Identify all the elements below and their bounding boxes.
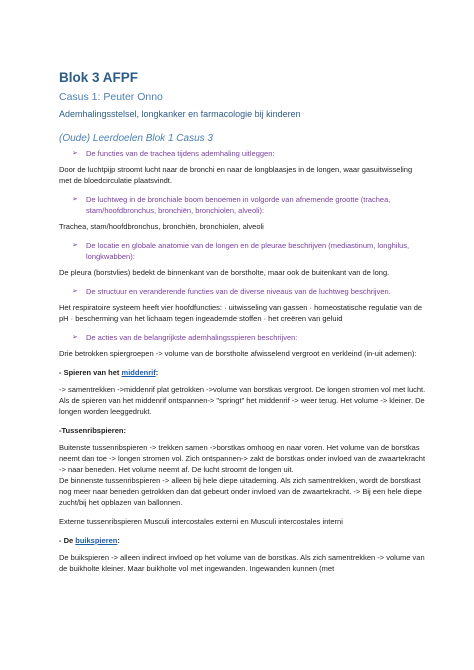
paragraph: De buikspieren -> alleen indirect invloed op het volume van de borstkas. Als zich samentrekken -> volume van de buikholte kleiner. Maar buikholte vol met ingewanden. Ingewanden kunnen (met bbox=[59, 553, 425, 573]
bullet-text: De acties van de belangrijkste ademhalingsspieren beschrijven: bbox=[86, 333, 298, 342]
paragraph: Drie betrokken spiergroepen -> volume van de borstholte afwisselend vergroot en verkleind (in-uit ademen): bbox=[59, 349, 417, 358]
buikspieren-link[interactable]: buikspieren bbox=[75, 536, 118, 545]
subheading-suffix: : bbox=[155, 368, 159, 377]
paragraph: Buitenste tussenribspieren -> trekken samen ->borstkas omhoog en naar voren. Het volume van de borstkas neemt dan toe -> longen stromen vol. Zich ontspannen-> zakt de borstkas onder invloed van de zwaartekracht -> naar beneden. Het volume neemt af. De lucht stroomt de longen uit. bbox=[59, 443, 426, 474]
subheading-tussenribspieren: -Tussenribspieren: bbox=[59, 426, 126, 435]
section-heading: (Oude) Leerdoelen Blok 1 Casus 3 bbox=[59, 133, 213, 144]
bullet-text: De functies van de trachea tijdens ademhaling uitleggen: bbox=[86, 149, 275, 158]
learning-goal-bullet bbox=[72, 332, 426, 343]
learning-goal-bullet bbox=[72, 240, 426, 262]
paragraph: De pleura (borstvlies) bedekt de binnenkant van de borstholte, maar ook de buitenkant van de long. bbox=[59, 268, 390, 277]
middenrif-link[interactable]: middenrif bbox=[121, 368, 156, 377]
document-intro: Ademhalingsstelsel, longkanker en farmacologie bij kinderen bbox=[59, 109, 301, 119]
paragraph: Trachea, stam/hoofdbronchus, bronchiën, bronchiolen, alveoli bbox=[59, 222, 264, 231]
subheading-buikspieren bbox=[59, 535, 426, 546]
subheading-suffix: : bbox=[117, 536, 120, 545]
paragraph: -> samentrekken ->middenrif plat getrokken ->volume van borstkas vergroot. De longen stromen vol met lucht. Als de spieren van het middenrif ontspannen-> "springt" het middenrif -> weer terug. Het volume -> kleiner. De longen worden leeggedrukt. bbox=[59, 385, 426, 416]
paragraph: Door de luchtpijp stroomt lucht naar de bronchi en naar de longblaasjes in de longen, waar gasuitwisseling met de bloedcirculatie plaatsvindt. bbox=[59, 165, 413, 185]
bullet-text: De locatie en globale anatomie van de longen en de pleurae beschrijven (mediastinum, longhilus, longkwabben): bbox=[86, 241, 410, 261]
document-subtitle: Casus 1: Peuter Onno bbox=[59, 91, 163, 103]
paragraph: Het respiratoire systeem heeft vier hoofdfuncties: · uitwisseling van gassen · homeostatische regulatie van de pH · bescherming van het lichaam tegen ingeademde stoffen · het creëren van geluid bbox=[59, 303, 423, 323]
learning-goal-bullet bbox=[72, 148, 426, 159]
subheading-middenrif bbox=[59, 367, 426, 378]
learning-goal-bullet bbox=[72, 286, 426, 297]
paragraph: De binnenste tussenribspieren -> alleen bij hele diepe uitademing. Als zich samentrekken, wordt de borstkast nog meer naar beneden getrokken dan dat gebeurt onder invloed van de zwaartekracht. -> Bij een hele diepe zucht/bij het opblazen van ballonnen. bbox=[59, 476, 422, 507]
bullet-text: De structuur en veranderende functies van de diverse niveaus van de luchtweg beschrijven. bbox=[86, 287, 391, 296]
paragraph: Externe tussenribspieren Musculi intercostales externi en Musculi intercostales interni bbox=[59, 517, 343, 526]
learning-goal-bullet bbox=[72, 194, 426, 216]
arrow-bullet-icon: ➢ bbox=[72, 150, 78, 157]
subheading-prefix: - De bbox=[59, 536, 76, 545]
arrow-bullet-icon: ➢ bbox=[72, 242, 78, 249]
arrow-bullet-icon: ➢ bbox=[72, 288, 78, 295]
document-title: Blok 3 AFPF bbox=[59, 70, 139, 85]
bullet-text: De luchtweg in de bronchiale boom benoemen in volgorde van afnemende grootte (trachea, stam/hoofdbronchus, bronchiën, bronchiolen, alveoli): bbox=[86, 195, 391, 215]
arrow-bullet-icon: ➢ bbox=[72, 196, 78, 203]
arrow-bullet-icon: ➢ bbox=[72, 334, 78, 341]
subheading-prefix: - Spieren van het bbox=[59, 368, 122, 377]
